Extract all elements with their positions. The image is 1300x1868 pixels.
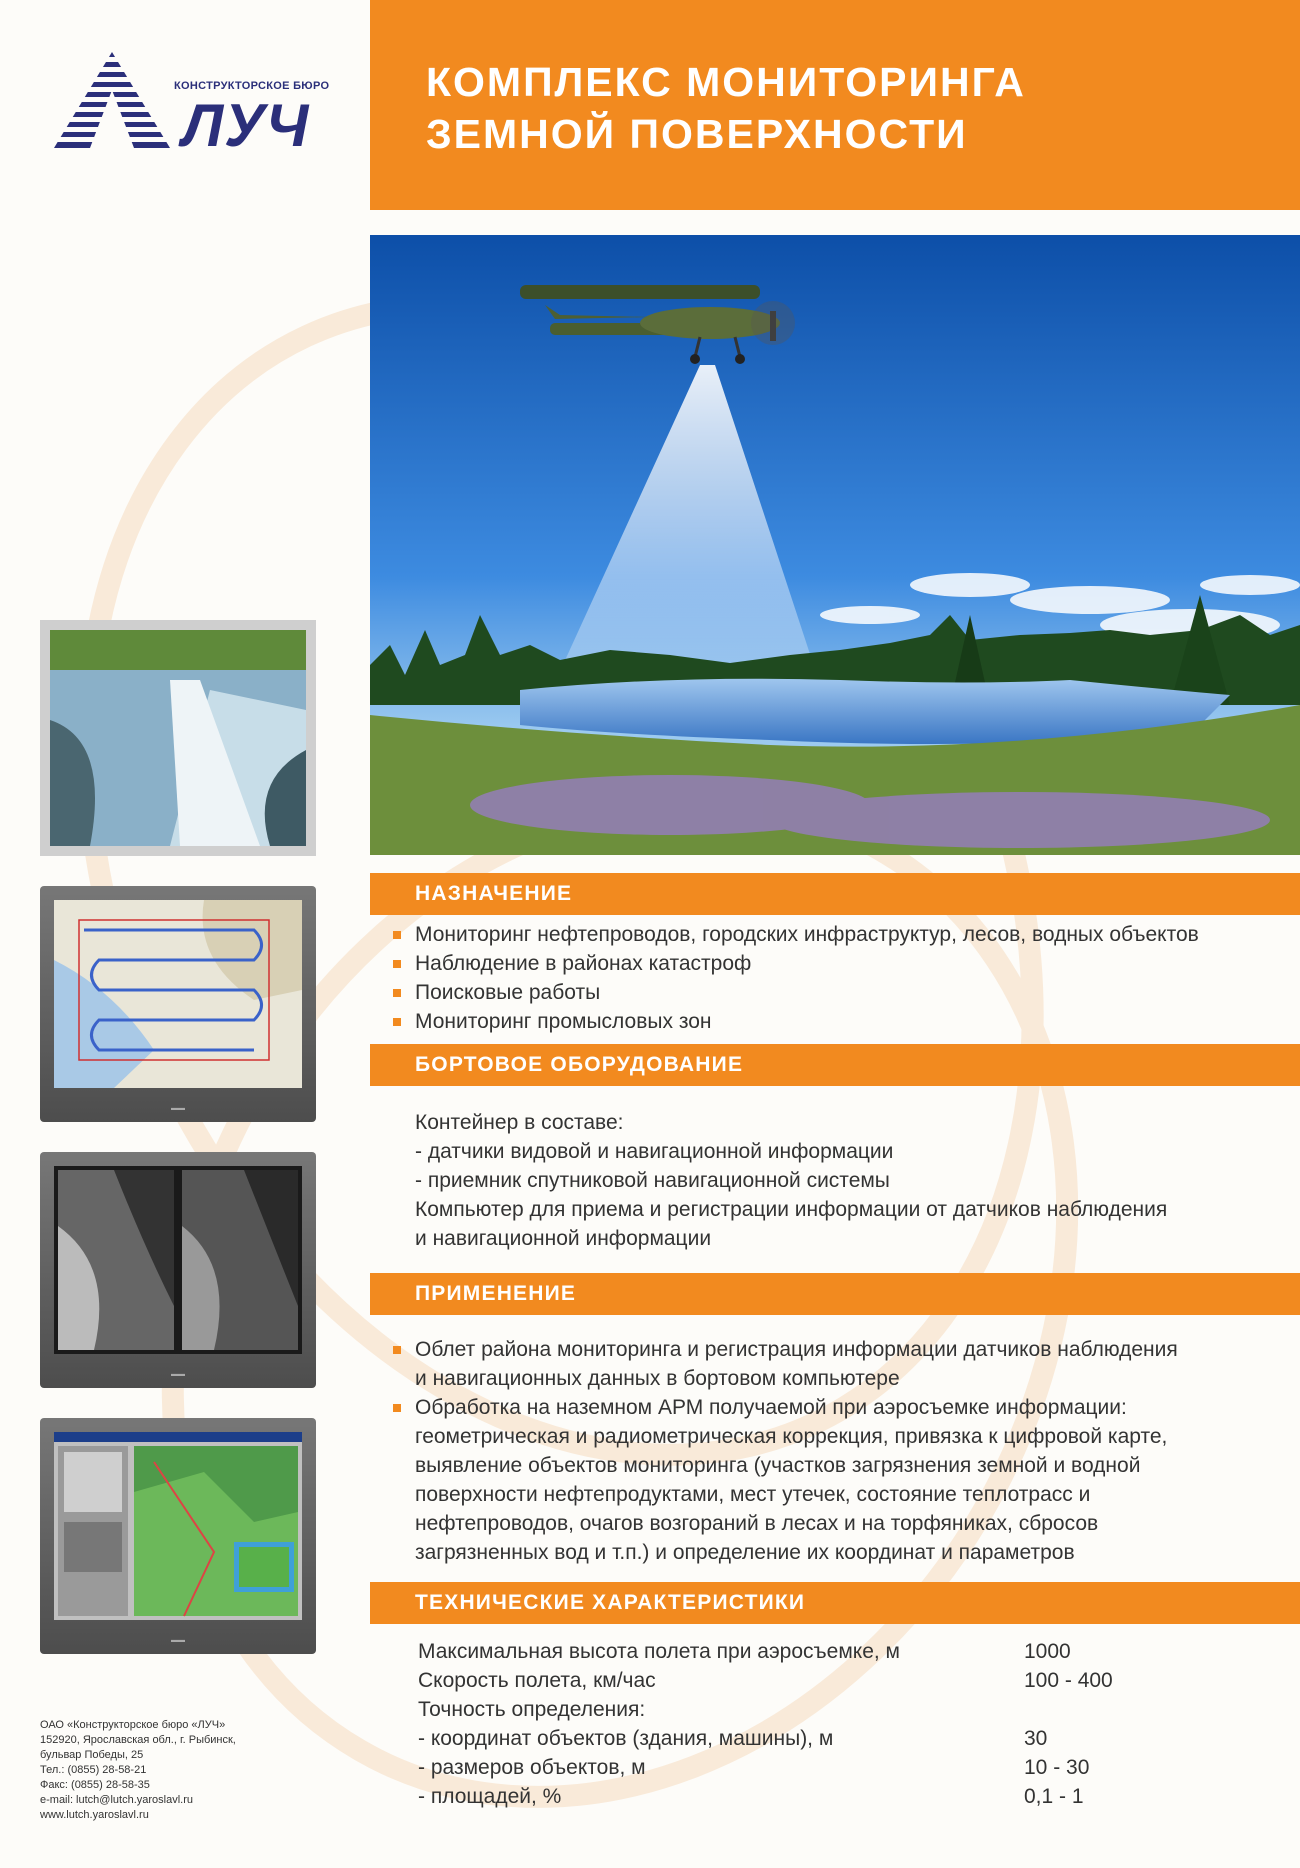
- monitor-brand-mark: ▬▬: [171, 1371, 185, 1378]
- page-title-line-2: ЗЕМНОЙ ПОВЕРХНОСТИ: [426, 111, 968, 157]
- section-bar-equipment: [370, 1044, 1300, 1086]
- equipment-line: Компьютер для приема и регистрации информации от датчиков наблюдения: [415, 1198, 1168, 1221]
- application-line: загрязненных вод и т.п.) и определение их координат и параметров: [415, 1541, 1075, 1564]
- logo-name: ЛУЧ: [182, 92, 310, 159]
- bullet-square-icon: [393, 1346, 401, 1354]
- list-item: [415, 978, 1199, 1007]
- list-item: [415, 949, 1199, 978]
- application-line: геометрическая и радиометрическая коррекция, привязка к цифровой карте,: [415, 1425, 1168, 1448]
- spec-value: 10 - 30: [1024, 1756, 1090, 1779]
- address-line: 152920, Ярославская обл., г. Рыбинск,: [40, 1734, 236, 1746]
- section-bar-specs: [370, 1582, 1300, 1624]
- bullet-square-icon: [393, 960, 401, 968]
- bullet-square-icon: [393, 1404, 401, 1412]
- section-title-purpose: НАЗНАЧЕНИЕ: [415, 882, 573, 905]
- equipment-line: - датчики видовой и навигационной информации: [415, 1140, 894, 1163]
- bullet-square-icon: [393, 989, 401, 997]
- purpose-item-text: Поисковые работы: [415, 981, 601, 1004]
- list-item: [415, 920, 1199, 949]
- list-item: [415, 1007, 1199, 1036]
- section-title-application: ПРИМЕНЕНИЕ: [415, 1282, 577, 1305]
- header-banner: [370, 0, 1300, 210]
- application-line: выявление объектов мониторинга (участков загрязнения земной и водной: [415, 1454, 1141, 1477]
- monitor-brand-mark: ▬▬: [171, 1105, 185, 1112]
- page-title-line-1: КОМПЛЕКС МОНИТОРИНГА: [426, 59, 1026, 105]
- spec-label: - координат объектов (здания, машины), м: [418, 1727, 834, 1750]
- spec-label: - размеров объектов, м: [418, 1756, 646, 1779]
- spec-value: 0,1 - 1: [1024, 1785, 1084, 1808]
- list-item: [415, 1335, 1178, 1393]
- application-list: [415, 1335, 1178, 1567]
- list-item: [415, 1393, 1178, 1567]
- thumbnail-monitor-aerial: [40, 1152, 316, 1388]
- equipment-line: - приемник спутниковой навигационной системы: [415, 1169, 890, 1192]
- spec-label: Максимальная высота полета при аэросъемке, м: [418, 1640, 900, 1663]
- monitor-brand-mark: ▬▬: [171, 1637, 185, 1644]
- address-email: e-mail: lutch@lutch.yaroslavl.ru: [40, 1794, 193, 1806]
- thumbnail-monitor-gis-software: [40, 1418, 316, 1654]
- equipment-line: Контейнер в составе:: [415, 1111, 624, 1134]
- address-line: бульвар Победы, 25: [40, 1749, 144, 1761]
- application-line: Облет района мониторинга и регистрация информации датчиков наблюдения: [415, 1338, 1178, 1361]
- section-title-specs: ТЕХНИЧЕСКИЕ ХАРАКТЕРИСТИКИ: [415, 1591, 806, 1614]
- application-line: Обработка на наземном АРМ получаемой при аэросъемке информации:: [415, 1396, 1127, 1419]
- spec-label: - площадей, %: [418, 1785, 562, 1808]
- address-fax: Факс: (0855) 28-58-35: [40, 1779, 150, 1791]
- section-bar-purpose: [370, 873, 1300, 915]
- application-line: поверхности нефтепродуктами, мест утечек, состояние теплотрасс и: [415, 1483, 1091, 1506]
- purpose-list: [415, 920, 1199, 1036]
- purpose-item-text: Мониторинг промысловых зон: [415, 1010, 712, 1033]
- spec-label: Скорость полета, км/час: [418, 1669, 656, 1692]
- thumbnail-flood-photo: [40, 620, 316, 856]
- bullet-square-icon: [393, 1018, 401, 1026]
- address-website: www.lutch.yaroslavl.ru: [40, 1809, 149, 1821]
- page-title: [426, 56, 1026, 160]
- equipment-line: и навигационной информации: [415, 1227, 712, 1250]
- application-line: и навигационных данных в бортовом компьютере: [415, 1367, 900, 1390]
- bullet-square-icon: [393, 931, 401, 939]
- spec-label: Точность определения:: [418, 1698, 646, 1721]
- address-line: ОАО «Конструкторское бюро «ЛУЧ»: [40, 1719, 226, 1731]
- contact-address: [40, 1718, 236, 1823]
- spec-value: 30: [1024, 1727, 1048, 1750]
- thumbnail-monitor-map: [40, 886, 316, 1122]
- purpose-item-text: Мониторинг нефтепроводов, городских инфраструктур, лесов, водных объектов: [415, 923, 1199, 946]
- company-logo: [52, 50, 352, 160]
- spec-value: 1000: [1024, 1640, 1071, 1663]
- hero-image: [370, 235, 1300, 855]
- equipment-text: [415, 1108, 1167, 1253]
- logo-subtitle: КОНСТРУКТОРСКОЕ БЮРО: [174, 80, 330, 92]
- purpose-item-text: Наблюдение в районах катастроф: [415, 952, 752, 975]
- section-bar-application: [370, 1273, 1300, 1315]
- application-line: нефтепроводов, очагов возгораний в лесах и на торфяниках, сбросов: [415, 1512, 1099, 1535]
- spec-value: 100 - 400: [1024, 1669, 1113, 1692]
- address-phone: Тел.: (0855) 28-58-21: [40, 1764, 147, 1776]
- logo-triangle-icon: [52, 50, 172, 150]
- section-title-equipment: БОРТОВОЕ ОБОРУДОВАНИЕ: [415, 1053, 744, 1076]
